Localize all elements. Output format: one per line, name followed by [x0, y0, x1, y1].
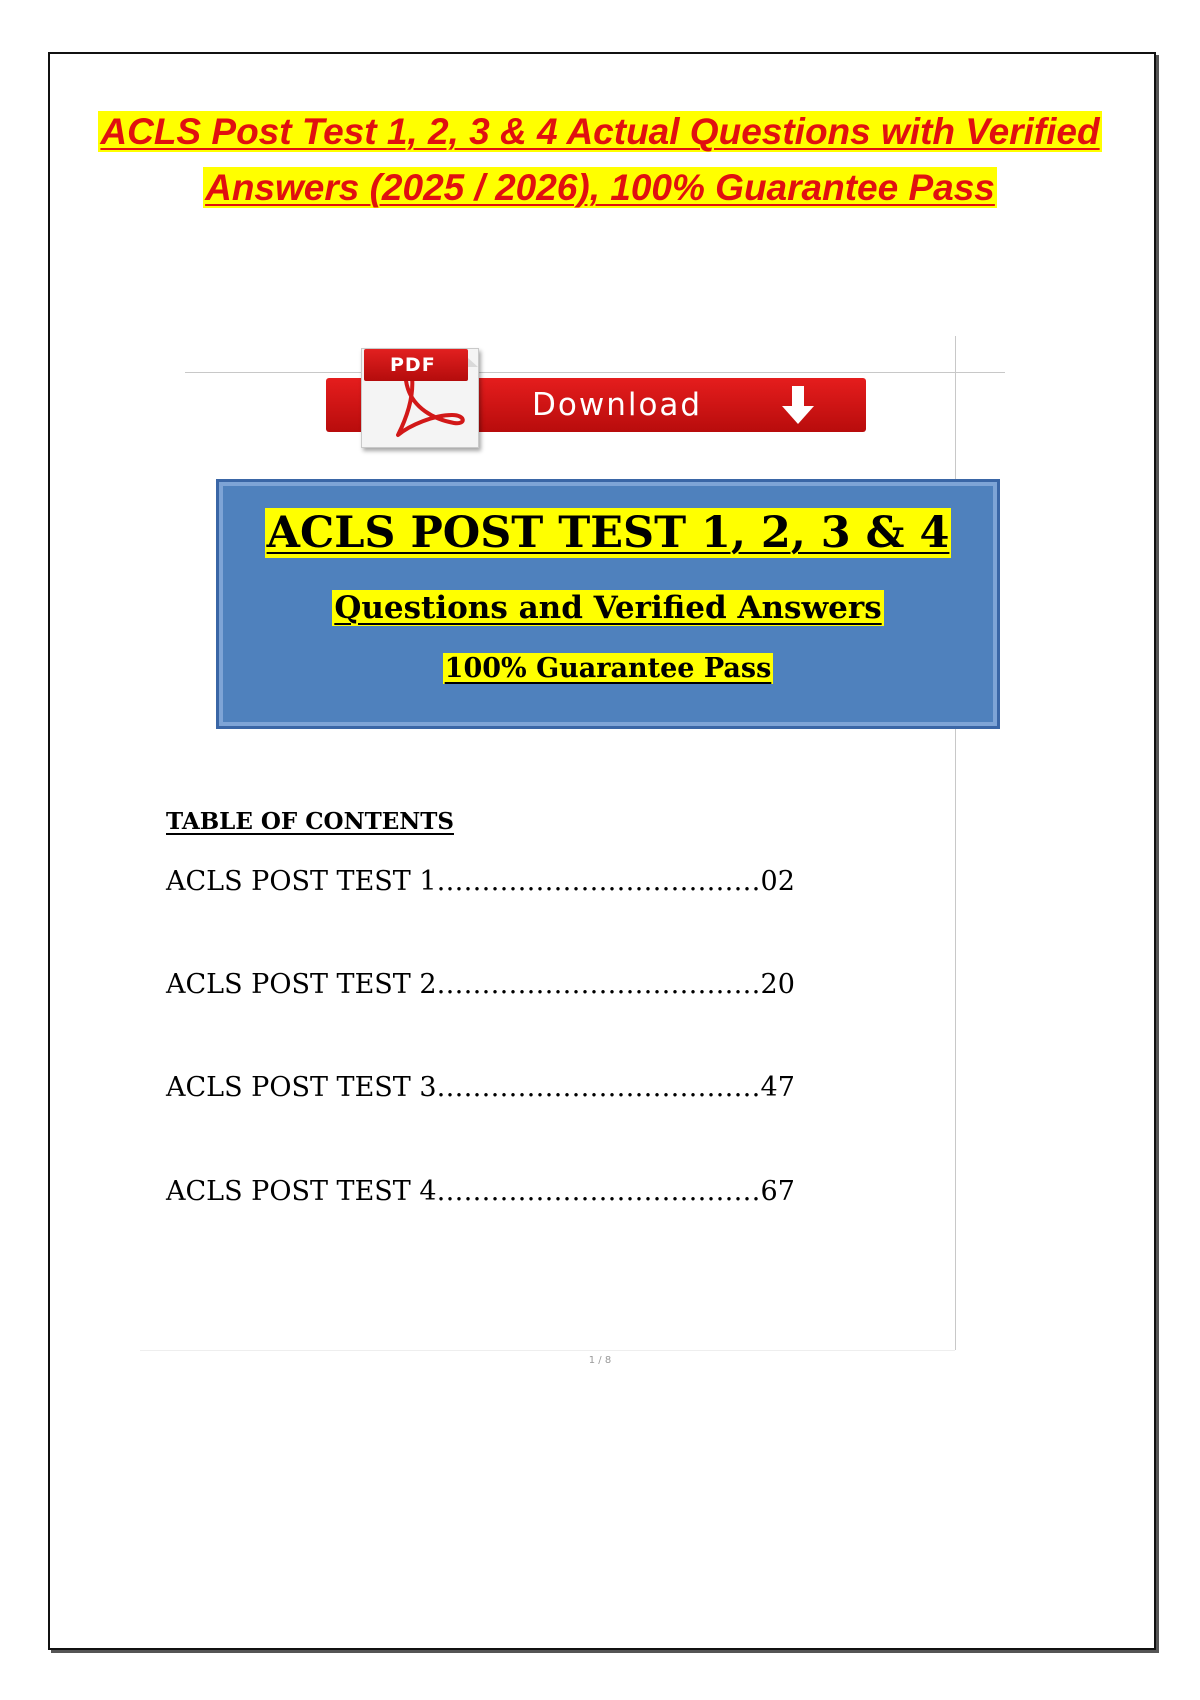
cover-box	[216, 479, 1000, 729]
toc-item[interactable]	[166, 963, 795, 1007]
document-page	[48, 52, 1156, 1650]
pdf-download-button[interactable]	[326, 340, 866, 445]
cover-tagline-text: 100% Guarantee Pass	[444, 653, 772, 684]
document-title-line-1: ACLS Post Test 1, 2, 3 & 4 Actual Questions with Verified	[100, 111, 1100, 152]
cover-tagline	[219, 649, 997, 689]
pdf-acrobat-icon	[361, 348, 479, 448]
toc-item-leader: ………………………………	[436, 1072, 761, 1103]
page-number: 1 / 8	[588, 1355, 612, 1366]
toc-item-leader: ………………………………	[436, 969, 761, 1000]
cover-title	[219, 502, 997, 564]
toc-item-label: ACLS POST TEST 1	[166, 866, 437, 897]
toc-item[interactable]	[166, 860, 795, 904]
document-title-line-2: Answers (2025 / 2026), 100% Guarantee Pass	[205, 167, 995, 208]
toc-item-page: 02	[760, 866, 795, 897]
cover-title-text: ACLS POST TEST 1, 2, 3 & 4	[266, 508, 950, 558]
page-guide-line-bottom	[140, 1350, 955, 1351]
toc-item-leader: ………………………………	[436, 1176, 761, 1207]
toc-item-page: 67	[760, 1176, 795, 1207]
toc-item[interactable]	[166, 1066, 795, 1110]
toc-item-label: ACLS POST TEST 4	[166, 1176, 437, 1207]
toc-heading: TABLE OF CONTENTS	[166, 808, 454, 835]
pdf-tag: PDF	[364, 349, 468, 381]
cover-subtitle-text: Questions and Verified Answers	[334, 590, 882, 626]
cover-subtitle	[219, 585, 997, 631]
toc-item-page: 47	[760, 1072, 795, 1103]
toc-item-leader: ………………………………	[436, 866, 761, 897]
document-title	[0, 104, 1200, 216]
toc-item-page: 20	[760, 969, 795, 1000]
down-arrow-icon	[778, 384, 818, 428]
toc-item-label: ACLS POST TEST 2	[166, 969, 437, 1000]
toc-item[interactable]	[166, 1170, 795, 1214]
download-label: Download	[532, 387, 703, 423]
toc-item-label: ACLS POST TEST 3	[166, 1072, 437, 1103]
